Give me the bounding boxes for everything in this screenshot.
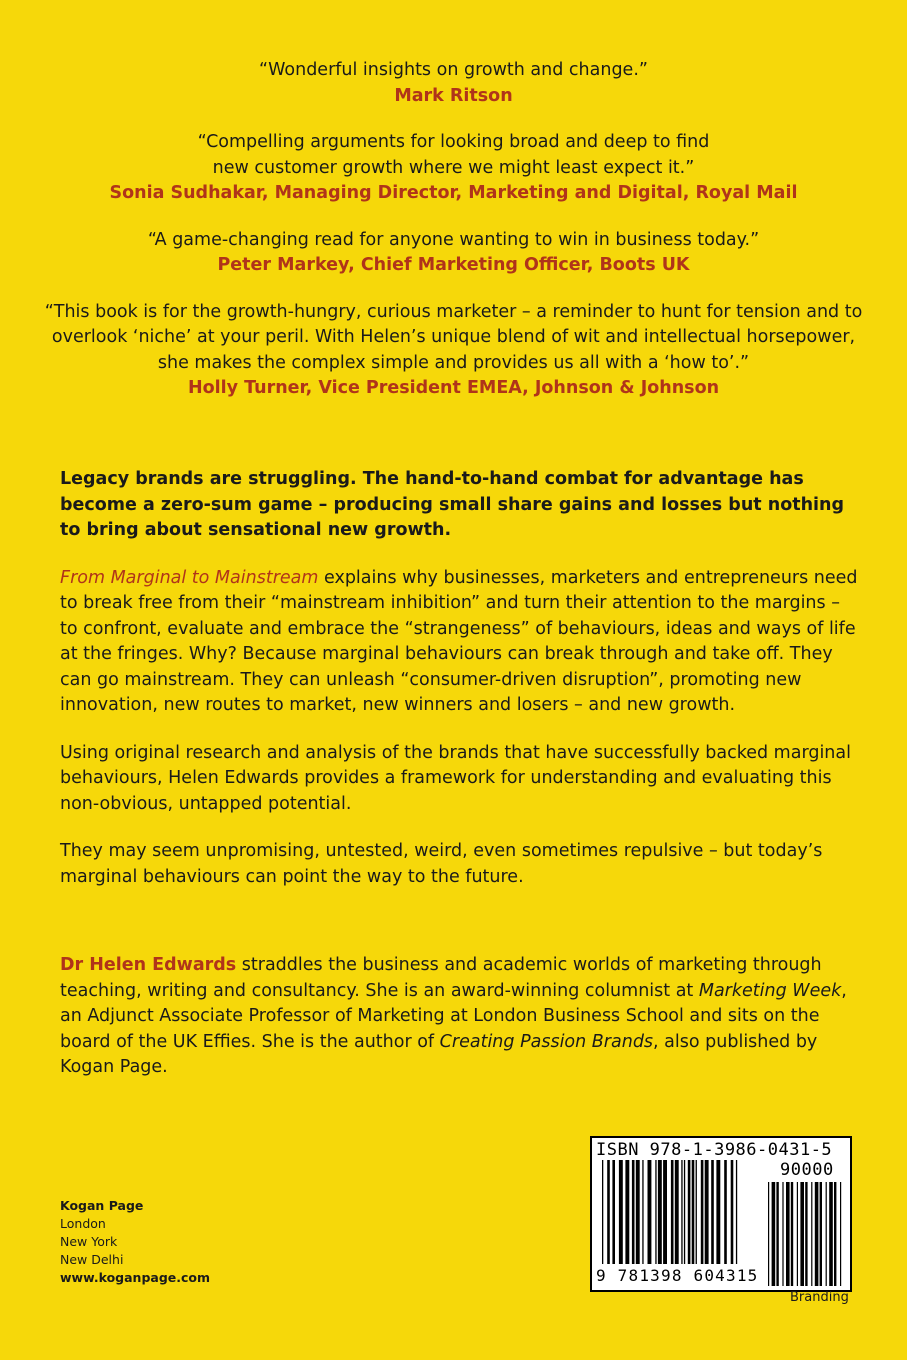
ean-number: 9 781398 604315 (596, 1266, 759, 1285)
isbn-number: ISBN 978-1-3986-0431-5 (596, 1140, 833, 1160)
bio-text: straddles the business and academic worlds of marketing through teaching, writing and consultancy. She is an award-winning columnist at (60, 955, 822, 1001)
addon-bar (811, 1182, 812, 1286)
publisher-info (60, 1197, 210, 1287)
publisher-city: New York (60, 1234, 118, 1249)
endorsement-quote (40, 58, 867, 109)
endorsement-quote (40, 228, 867, 279)
barcode-bar (671, 1160, 674, 1264)
addon-bar (820, 1182, 822, 1286)
bio-text: , an Adjunct Associate Professor of Marketing at London Business School and sits on the board of the UK Effies. She is the author of (60, 980, 847, 1052)
blurb-paragraph (60, 566, 859, 719)
blurb (60, 467, 859, 912)
quote-author: Holly Turner, Vice President EMEA, Johnson & Johnson (187, 378, 720, 398)
addon-bar (815, 1182, 819, 1286)
publisher-city: London (60, 1216, 106, 1231)
endorsements (40, 58, 867, 423)
addon-bar (786, 1182, 790, 1286)
blurb-lead: Legacy brands are struggling. The hand-to-hand combat for advantage has become a zero-sum game – producing small share gains and losses but nothing to bring about sensational new growth. (60, 469, 845, 540)
barcode-bar (731, 1160, 734, 1264)
barcode-bar (663, 1160, 667, 1264)
blurb-paragraph: Using original research and analysis of the brands that have successfully backed marginal behaviours, Helen Edwards provides a framework for understanding and evaluating this non-obvious, untapped potential. (60, 742, 851, 814)
barcode-bar (612, 1160, 615, 1264)
addon-bar (840, 1182, 841, 1286)
addon-bar (805, 1182, 807, 1286)
quote-text: “Compelling arguments for looking broad and deep to find new customer growth where we might least expect it.” (197, 132, 710, 178)
addon-bar (826, 1182, 827, 1286)
quote-text: “A game-changing read for anyone wanting to win in business today.” (147, 229, 760, 250)
barcode-bar (632, 1160, 635, 1264)
price-code: 90000 (780, 1160, 834, 1180)
book-title: From Marginal to Mainstream (60, 567, 319, 588)
author-bio (60, 953, 859, 1081)
bio-italic: Marketing Week (698, 980, 842, 1001)
addon-bar (797, 1182, 798, 1286)
author-name: Dr Helen Edwards (60, 955, 237, 975)
barcode-bar (681, 1160, 682, 1264)
addon-bar (768, 1182, 769, 1286)
blurb-text: explains why businesses, marketers and entrepreneurs need to break free from their “mainstream inhibition” and turn their attention to the margins – to confront, evaluate and embrace the “strangeness” of behaviours, ideas and ways of life at the fringes. Why? Because marginal behaviours can break through and take off. They can go mainstream. They can unleash “consumer-driven disruption”, promoting new innovation, new routes to market, new winners and losers – and new growth. (60, 567, 858, 715)
publisher-city: New Delhi (60, 1252, 124, 1267)
barcode-bar (724, 1160, 727, 1264)
barcode-bar (696, 1160, 697, 1264)
addon-bar (782, 1182, 783, 1286)
barcode-bar (716, 1160, 720, 1264)
addon-bar (834, 1182, 836, 1286)
barcode-bar (688, 1160, 691, 1264)
barcode-bar (625, 1160, 629, 1264)
addon-bar (776, 1182, 778, 1286)
barcode-bar (602, 1160, 603, 1264)
barcode-bar (648, 1160, 652, 1264)
barcode-bar (658, 1160, 662, 1264)
quote-text: “This book is for the growth-hungry, curious marketer – a reminder to hunt for tension and to overlook ‘niche’ at your peril. With Helen’s unique blend of wit and intellectual horsepower, she makes the complex simple and provides us all with a ‘how to’.” (44, 301, 863, 373)
addon-bar (829, 1182, 833, 1286)
barcode-bar (701, 1160, 704, 1264)
barcode-bar (636, 1160, 640, 1264)
addon-bar (772, 1182, 776, 1286)
addon-bar (791, 1182, 793, 1286)
barcode-bar (692, 1160, 695, 1264)
category-label: Branding (790, 1290, 849, 1305)
barcode-bar (607, 1160, 610, 1264)
barcode-bar (705, 1160, 709, 1264)
endorsement-quote (40, 130, 867, 207)
blurb-paragraph: They may seem unpromising, untested, weird, even sometimes repulsive – but today’s marginal behaviours can point the way to the future. (60, 841, 823, 887)
barcode-bar (619, 1160, 623, 1264)
publisher-name: Kogan Page (60, 1198, 144, 1213)
barcode-bar (684, 1160, 685, 1264)
endorsement-quote (40, 300, 867, 402)
quote-author: Mark Ritson (394, 85, 513, 106)
barcode-bar (711, 1160, 714, 1264)
barcode-bar (675, 1160, 679, 1264)
quote-author: Peter Markey, Chief Marketing Officer, Boots UK (217, 255, 690, 275)
quote-text: “Wonderful insights on growth and change.” (259, 60, 648, 80)
bio-italic: Creating Passion Brands (439, 1031, 654, 1052)
bio-text: , also published by Kogan Page. (60, 1031, 818, 1077)
quote-author: Sonia Sudhakar, Managing Director, Marketing and Digital, Royal Mail (109, 183, 798, 203)
barcode-bar (736, 1160, 737, 1264)
barcode-bar (642, 1160, 643, 1264)
barcode-bar (655, 1160, 656, 1264)
publisher-url[interactable]: www.koganpage.com (60, 1270, 211, 1285)
addon-bar (800, 1182, 804, 1286)
